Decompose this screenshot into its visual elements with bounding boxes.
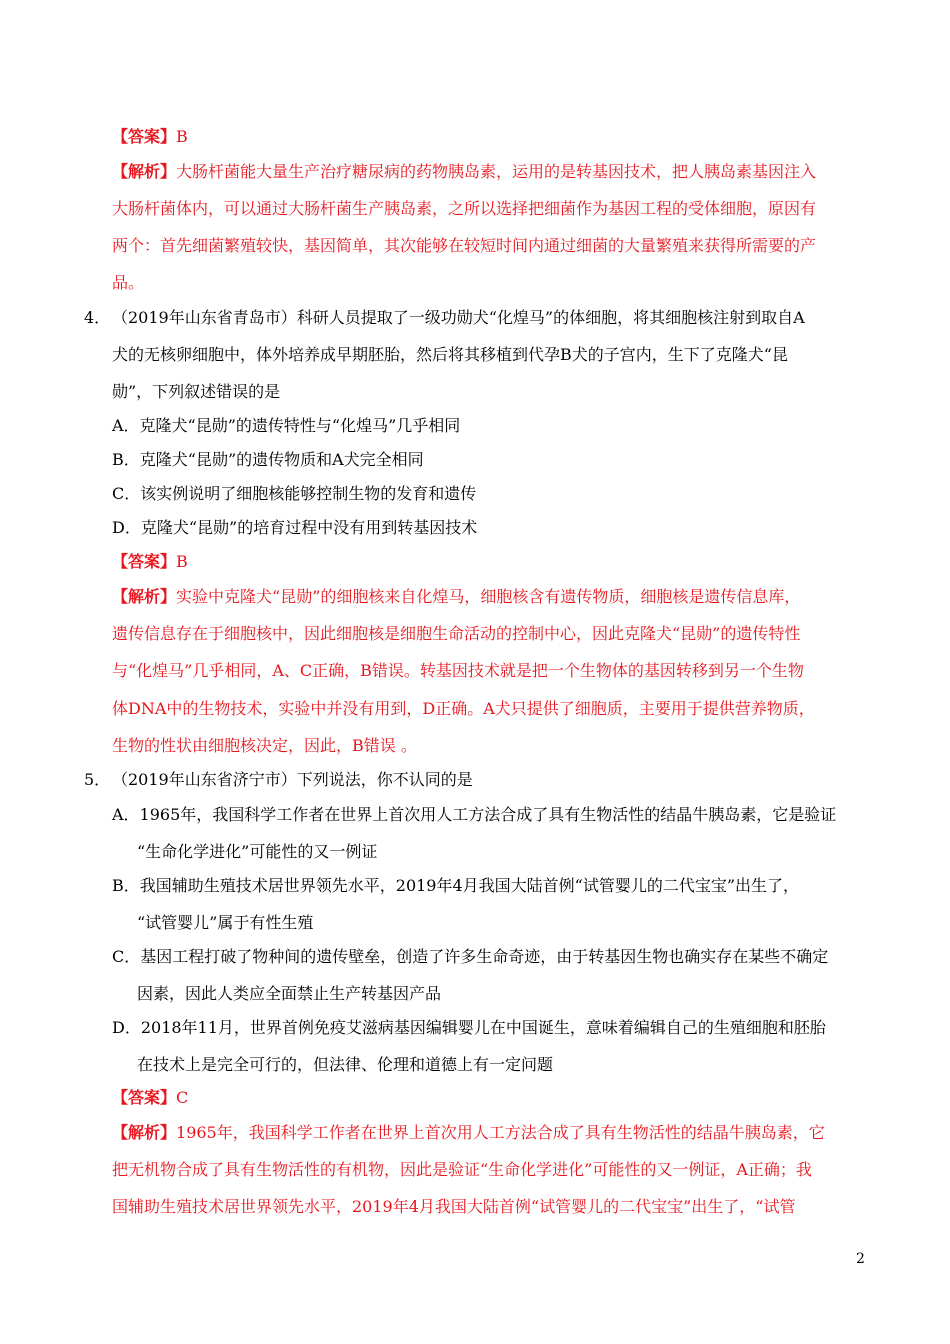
q5-number: 5． xyxy=(84,770,111,789)
q3-analysis-line-4: 品。 xyxy=(112,273,145,292)
q4-analysis-line-1 xyxy=(112,586,800,608)
answer-label: 【答案】 xyxy=(112,1088,177,1107)
q4-stem-line-1: （2019年山东省青岛市）科研人员提取了一级功勋犬“化煌马”的体细胞，将其细胞核注射到取自A xyxy=(112,308,805,327)
q5-option-a-line-1: A．1965年，我国科学工作者在世界上首次用人工方法合成了具有生物活性的结晶牛胰岛素，它是验证 xyxy=(112,805,837,824)
q5-option-c-line-2: 因素，因此人类应全面禁止生产转基因产品 xyxy=(137,984,442,1003)
q5-option-c-line-1: C．基因工程打破了物种间的遗传壁垒，创造了许多生命奇迹，由于转基因生物也确实存在某些不确定 xyxy=(112,947,829,966)
q4-stem-line-3: 勋”，下列叙述错误的是 xyxy=(112,382,281,401)
q4-analysis-line-4: 体DNA中的生物技术，实验中并没有用到，D正确。A犬只提供了细胞质，主要用于提供营养物质， xyxy=(112,699,815,718)
answer-label: 【答案】 xyxy=(112,127,177,146)
q4-option-c: C．该实例说明了细胞核能够控制生物的发育和遗传 xyxy=(112,484,477,503)
q5-analysis-line-2: 把无机物合成了具有生物活性的有机物，因此是验证“生命化学进化”可能性的又一例证，A正确；我 xyxy=(112,1160,812,1179)
analysis-label: 【解析】 xyxy=(112,587,177,606)
q4-analysis-line-3: 与“化煌马”几乎相同，A、C正确，B错误。转基因技术就是把一个生物体的基因转移到另一个生物 xyxy=(112,661,804,680)
q5-option-b-line-1: B．我国辅助生殖技术居世界领先水平，2019年4月我国大陆首例“试管婴儿的二代宝宝”出生了， xyxy=(112,876,800,895)
answer-label: 【答案】 xyxy=(112,552,177,571)
q4-analysis-line-5: 生物的性状由细胞核决定，因此，B错误 。 xyxy=(112,736,417,755)
q4-analysis-line-2: 遗传信息存在于细胞核中，因此细胞核是细胞生命活动的控制中心，因此克隆犬“昆勋”的遗传特性 xyxy=(112,624,801,643)
analysis-label: 【解析】 xyxy=(112,1123,177,1142)
q5-analysis-line-1 xyxy=(112,1122,825,1144)
q4-number: 4． xyxy=(84,308,111,327)
q5-option-b-line-2: “试管婴儿”属于有性生殖 xyxy=(137,913,314,932)
answer-value: B xyxy=(176,552,188,571)
q3-analysis-line-2: 大肠杆菌体内，可以通过大肠杆菌生产胰岛素，之所以选择把细菌作为基因工程的受体细胞，原因有 xyxy=(112,199,817,218)
answer-value: B xyxy=(176,127,188,146)
q4-stem-line-2: 犬的无核卵细胞中，体外培养成早期胚胎，然后将其移植到代孕B犬的子宫内，生下了克隆犬“昆 xyxy=(112,345,788,364)
q5-option-d-line-1: D．2018年11月，世界首例免疫艾滋病基因编辑婴儿在中国诞生，意味着编辑自己的生殖细胞和胚胎 xyxy=(112,1018,826,1037)
q5-option-d-line-2: 在技术上是完全可行的，但法律、伦理和道德上有一定问题 xyxy=(137,1055,554,1074)
analysis-label: 【解析】 xyxy=(112,162,177,181)
analysis-text: 实验中克隆犬“昆勋”的细胞核来自化煌马，细胞核含有遗传物质，细胞核是遗传信息库， xyxy=(176,587,801,606)
q4-answer-line xyxy=(112,551,188,573)
q3-analysis-line-1 xyxy=(112,161,816,183)
q4-option-a: A．克隆犬“昆勋”的遗传特性与“化煌马”几乎相同 xyxy=(112,416,461,435)
q4-option-d: D．克隆犬“昆勋”的培育过程中没有用到转基因技术 xyxy=(112,518,478,537)
analysis-text: 大肠杆菌能大量生产治疗糖尿病的药物胰岛素，运用的是转基因技术，把人胰岛素基因注入 xyxy=(176,162,817,181)
answer-value: C xyxy=(176,1088,189,1107)
q5-analysis-line-3: 国辅助生殖技术居世界领先水平，2019年4月我国大陆首例“试管婴儿的二代宝宝”出生了，“试管 xyxy=(112,1197,796,1216)
q4-option-b: B．克隆犬“昆勋”的遗传物质和A犬完全相同 xyxy=(112,450,424,469)
q3-answer-line xyxy=(112,126,188,148)
q5-stem: （2019年山东省济宁市）下列说法，你不认同的是 xyxy=(112,770,473,789)
q5-answer-line xyxy=(112,1087,188,1109)
q5-option-a-line-2: “生命化学进化”可能性的又一例证 xyxy=(137,842,378,861)
analysis-text: 1965年，我国科学工作者在世界上首次用人工方法合成了具有生物活性的结晶牛胰岛素，它 xyxy=(176,1123,825,1142)
q3-analysis-line-3: 两个：首先细菌繁殖较快，基因简单，其次能够在较短时间内通过细菌的大量繁殖来获得所需要的产 xyxy=(112,236,817,255)
page-number: 2 xyxy=(856,1251,865,1267)
